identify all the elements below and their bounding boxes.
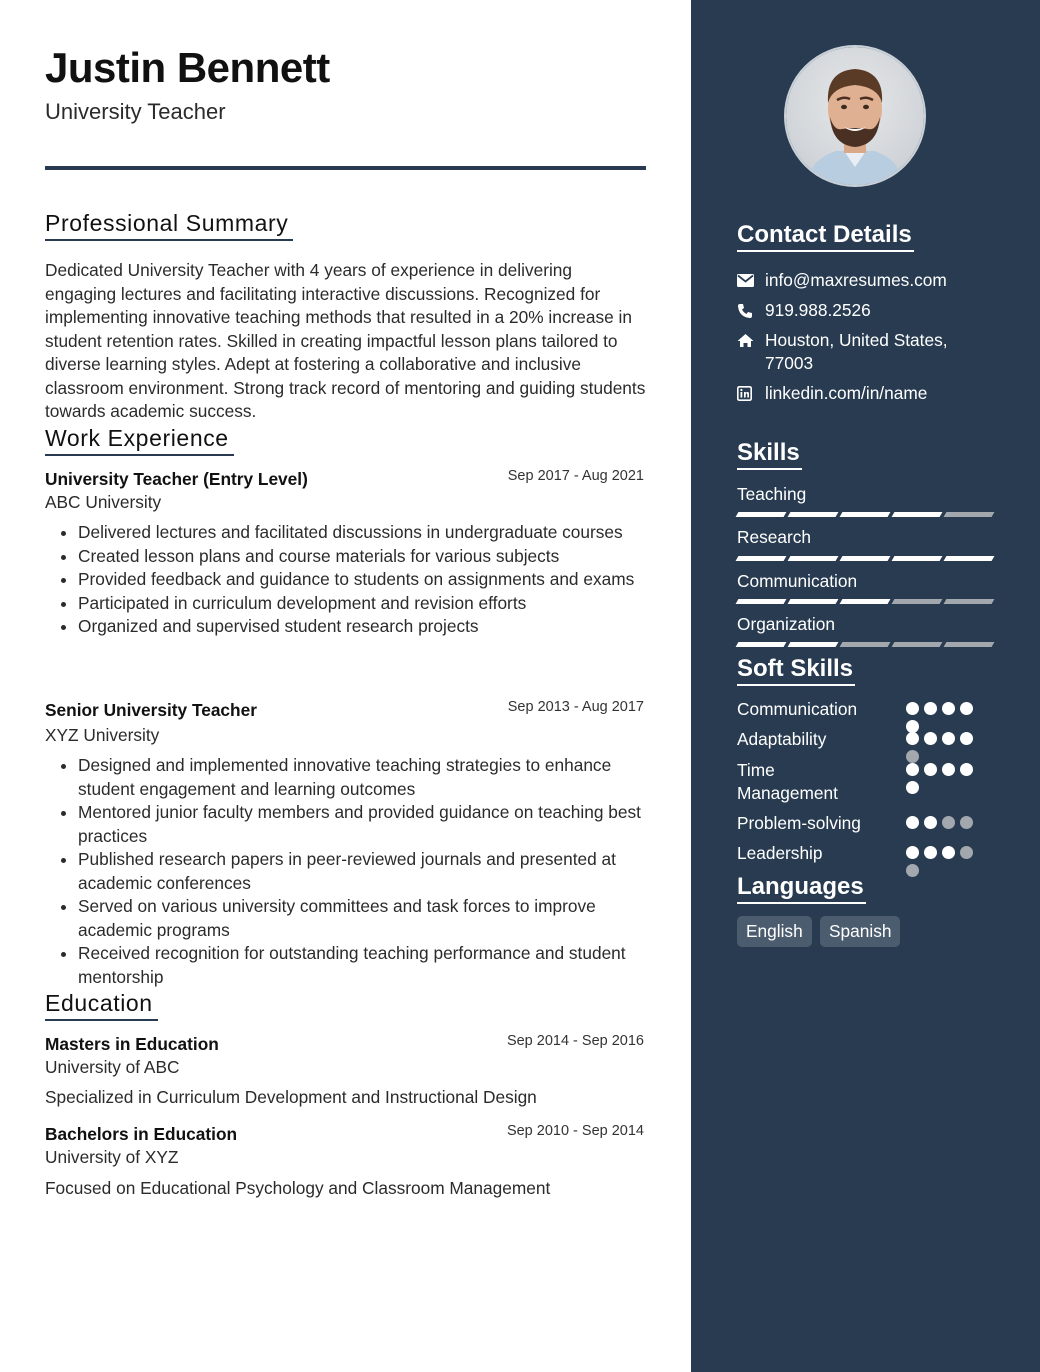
job-dates: Sep 2017 - Aug 2021: [507, 468, 644, 484]
skill-segment: [944, 642, 995, 647]
skill-segment: [736, 642, 787, 647]
job-bullet: • Created lesson plans and course materials for various subjects: [78, 545, 645, 569]
contact-email[interactable]: [737, 269, 997, 292]
job-bullet: • Organized and supervised student research projects: [78, 615, 645, 639]
candidate-title: University Teacher: [45, 99, 226, 124]
skill-segment: [892, 642, 943, 647]
rating-dot: [942, 763, 955, 776]
skill-segment: [736, 556, 787, 561]
degree-dates: Sep 2014 - Sep 2016: [506, 1033, 644, 1049]
job-dates: Sep 2013 - Aug 2017: [507, 699, 644, 715]
job-org: XYZ University: [45, 725, 160, 745]
home-icon: [737, 329, 765, 352]
rating-dot: [960, 732, 973, 745]
rating-dot: [960, 702, 973, 715]
job-org: ABC University: [45, 492, 162, 512]
skill-segment: [892, 556, 943, 561]
profile-photo: [784, 45, 926, 187]
rating-dot: [906, 864, 919, 877]
job-title: University Teacher (Entry Level): [45, 469, 308, 489]
skill-segment: [944, 512, 995, 517]
skill-segment: [788, 599, 839, 604]
job-bullet: • Participated in curriculum development and revision efforts: [78, 592, 645, 616]
job-bullet: • Served on various university committees and task forces to improve academic programs: [78, 895, 645, 942]
job-bullet: • Mentored junior faculty members and provided guidance on teaching best practices: [78, 801, 645, 848]
rating-dot: [924, 763, 937, 776]
job-bullet: • Designed and implemented innovative teaching strategies to enhance student engagement and learning outcomes: [78, 754, 645, 801]
skill-segment: [892, 512, 943, 517]
rating-dot: [924, 816, 937, 829]
candidate-name: Justin Bennett: [45, 44, 330, 91]
email-text: info@maxresumes.com: [765, 270, 947, 290]
skill-segment: [788, 512, 839, 517]
skill-level-bar: [737, 642, 993, 647]
sidebar: [691, 0, 1040, 1372]
soft-skill-name: Adaptability: [737, 729, 827, 749]
degree-title: Bachelors in Education: [45, 1124, 238, 1144]
skill-segment: [840, 556, 891, 561]
skill-segment: [944, 556, 995, 561]
avatar-illustration: [786, 47, 924, 185]
degree-description: Specialized in Curriculum Development and Instructional Design: [45, 1087, 537, 1107]
header-divider: [45, 166, 646, 170]
rating-dot: [924, 846, 937, 859]
education-heading: Education: [45, 989, 158, 1021]
rating-dot: [960, 846, 973, 859]
soft-skill-name: Problem-solving: [737, 813, 861, 833]
soft-skills-heading: Soft Skills: [737, 655, 855, 686]
rating-dot: [906, 781, 919, 794]
skill-segment: [736, 599, 787, 604]
skill-segment: [788, 556, 839, 561]
degree-description: Focused on Educational Psychology and Classroom Management: [45, 1178, 551, 1198]
job-bullet: • Received recognition for outstanding teaching performance and student mentorship: [78, 942, 645, 989]
rating-dot: [960, 763, 973, 776]
contact-heading: Contact Details: [737, 221, 914, 252]
rating-dot: [924, 732, 937, 745]
skill-segment: [736, 512, 787, 517]
soft-skill-dots: [906, 702, 978, 733]
envelope-icon: [737, 269, 765, 292]
job-bullets: [45, 754, 645, 989]
soft-skill-dots: [906, 732, 978, 763]
address-text: Houston, United States, 77003: [765, 330, 948, 373]
linkedin-icon: [737, 382, 765, 405]
soft-skill-name: Communication: [737, 699, 858, 719]
skill-name: Teaching: [737, 484, 807, 504]
rating-dot: [942, 732, 955, 745]
soft-skill-name: Time Management: [737, 760, 838, 803]
summary-text: Dedicated University Teacher with 4 years of experience in delivering engaging lectures and facilitating interactive discussions. Recognized for implementing innovative teaching methods that resulted in a 20% increase in student retention rates. Skilled in creating impactful lesson plans tailored to diverse learning styles. Adept at fostering a collaborative and inclusive classroom environment. Strong track record of mentoring and guiding students towards academic success.: [45, 260, 646, 421]
school-name: University of ABC: [45, 1057, 180, 1077]
job-bullets: [45, 521, 645, 639]
skill-name: Organization: [737, 614, 835, 634]
phone-icon: [737, 299, 765, 322]
rating-dot: [906, 816, 919, 829]
skill-name: Communication: [737, 571, 858, 591]
skills-heading: Skills: [737, 439, 802, 470]
rating-dot: [906, 750, 919, 763]
skill-level-bar: [737, 599, 993, 604]
languages-heading: Languages: [737, 873, 866, 904]
soft-skill-dots: [906, 816, 978, 829]
soft-skill-dots: [906, 846, 978, 877]
linkedin-text: linkedin.com/in/name: [765, 383, 928, 403]
rating-dot: [942, 846, 955, 859]
job-bullet: • Published research papers in peer-reviewed journals and presented at academic conferences: [78, 848, 645, 895]
phone-text: 919.988.2526: [765, 300, 871, 320]
skill-segment: [892, 599, 943, 604]
skill-level-bar: [737, 556, 993, 561]
skill-segment: [788, 642, 839, 647]
job-bullet: • Delivered lectures and facilitated discussions in undergraduate courses: [78, 521, 645, 545]
rating-dot: [960, 816, 973, 829]
rating-dot: [906, 732, 919, 745]
rating-dot: [942, 816, 955, 829]
skill-name: Research: [737, 527, 811, 547]
contact-linkedin[interactable]: [737, 382, 997, 405]
rating-dot: [906, 702, 919, 715]
degree-dates: Sep 2010 - Sep 2014: [506, 1123, 644, 1139]
language-tag: Spanish: [820, 916, 900, 947]
soft-skill-dots: [906, 763, 978, 794]
soft-skill-name: Leadership: [737, 843, 823, 863]
skill-segment: [840, 642, 891, 647]
contact-phone[interactable]: [737, 299, 997, 322]
degree-title: Masters in Education: [45, 1034, 219, 1054]
rating-dot: [942, 702, 955, 715]
language-tag: English: [737, 916, 812, 947]
rating-dot: [906, 763, 919, 776]
rating-dot: [924, 702, 937, 715]
contact-address: [737, 329, 997, 375]
experience-heading: Work Experience: [45, 424, 234, 456]
skill-segment: [840, 599, 891, 604]
rating-dot: [906, 846, 919, 859]
job-title: Senior University Teacher: [45, 700, 257, 720]
job-bullet: • Provided feedback and guidance to students on assignments and exams: [78, 568, 645, 592]
skill-level-bar: [737, 512, 993, 517]
skill-segment: [840, 512, 891, 517]
school-name: University of XYZ: [45, 1147, 179, 1167]
skill-segment: [944, 599, 995, 604]
summary-heading: Professional Summary: [45, 209, 293, 241]
